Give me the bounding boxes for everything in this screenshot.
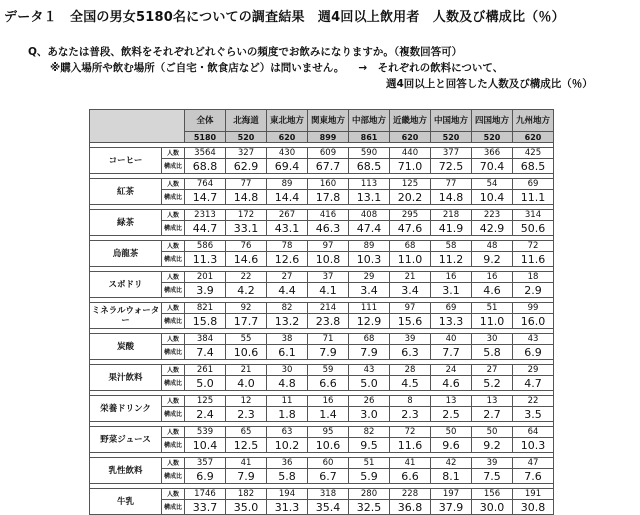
ratio-cell: 37.9	[431, 500, 472, 515]
count-cell: 68	[349, 334, 390, 345]
ratio-cell: 4.0	[226, 376, 267, 391]
ratio-cell: 68.8	[185, 159, 226, 174]
ratio-cell: 1.4	[308, 407, 349, 422]
count-cell: 63	[267, 427, 308, 438]
region-header: 全体	[185, 110, 226, 132]
region-header: 九州地方	[513, 110, 554, 132]
ratio-cell: 9.5	[349, 438, 390, 453]
count-cell: 416	[308, 210, 349, 221]
ratio-cell: 35.0	[226, 500, 267, 515]
count-cell: 182	[226, 489, 267, 500]
count-cell: 42	[431, 458, 472, 469]
count-cell: 318	[308, 489, 349, 500]
beverage-name: 乳性飲料	[90, 458, 162, 484]
beverage-count-row	[90, 210, 554, 221]
row-label-ratio: 構成比	[162, 159, 185, 174]
count-cell: 13	[472, 396, 513, 407]
count-cell: 201	[185, 272, 226, 283]
count-cell: 327	[226, 148, 267, 159]
ratio-cell: 16.0	[513, 314, 554, 329]
region-header: 東北地方	[267, 110, 308, 132]
count-cell: 82	[349, 427, 390, 438]
beverage-name: 炭酸	[90, 334, 162, 360]
count-cell: 29	[513, 365, 554, 376]
ratio-cell: 67.7	[308, 159, 349, 174]
ratio-cell: 23.8	[308, 314, 349, 329]
beverage-name: ミネラルウォーター	[90, 303, 162, 329]
beverage-name: コーヒー	[90, 148, 162, 174]
ratio-cell: 10.3	[513, 438, 554, 453]
ratio-cell: 11.2	[431, 252, 472, 267]
ratio-cell: 14.6	[226, 252, 267, 267]
count-cell: 21	[226, 365, 267, 376]
ratio-cell: 6.3	[390, 345, 431, 360]
count-cell: 47	[513, 458, 554, 469]
count-cell: 314	[513, 210, 554, 221]
count-cell: 16	[431, 272, 472, 283]
ratio-cell: 11.6	[513, 252, 554, 267]
respondent-count: 620	[267, 132, 308, 143]
ratio-cell: 1.8	[267, 407, 308, 422]
ratio-cell: 11.1	[513, 190, 554, 205]
respondent-count: 520	[472, 132, 513, 143]
ratio-cell: 5.0	[349, 376, 390, 391]
ratio-cell: 7.7	[431, 345, 472, 360]
count-cell: 39	[390, 334, 431, 345]
ratio-cell: 68.5	[513, 159, 554, 174]
ratio-cell: 14.4	[267, 190, 308, 205]
ratio-cell: 5.0	[185, 376, 226, 391]
ratio-cell: 43.1	[267, 221, 308, 236]
respondent-count: 861	[349, 132, 390, 143]
ratio-cell: 7.6	[513, 469, 554, 484]
beverage-count-row	[90, 427, 554, 438]
count-cell: 82	[267, 303, 308, 314]
count-cell: 55	[226, 334, 267, 345]
count-cell: 97	[390, 303, 431, 314]
count-cell: 72	[513, 241, 554, 252]
ratio-cell: 13.2	[267, 314, 308, 329]
count-cell: 59	[308, 365, 349, 376]
ratio-cell: 46.3	[308, 221, 349, 236]
ratio-cell: 2.3	[390, 407, 431, 422]
ratio-cell: 35.4	[308, 500, 349, 515]
ratio-cell: 2.4	[185, 407, 226, 422]
ratio-cell: 6.9	[185, 469, 226, 484]
count-cell: 440	[390, 148, 431, 159]
count-cell: 13	[431, 396, 472, 407]
respondent-count: 520	[431, 132, 472, 143]
count-cell: 41	[226, 458, 267, 469]
count-cell: 194	[267, 489, 308, 500]
count-cell: 27	[472, 365, 513, 376]
count-cell: 586	[185, 241, 226, 252]
count-cell: 22	[226, 272, 267, 283]
count-cell: 41	[390, 458, 431, 469]
ratio-cell: 2.9	[513, 283, 554, 298]
ratio-cell: 71.0	[390, 159, 431, 174]
question-text: Q、あなたは普段、飲料をそれぞれどれぐらいの頻度でお飲みになりますか。（複数回答可）	[28, 46, 463, 58]
ratio-cell: 3.1	[431, 283, 472, 298]
count-cell: 50	[431, 427, 472, 438]
row-label-ratio: 構成比	[162, 221, 185, 236]
ratio-cell: 14.7	[185, 190, 226, 205]
ratio-cell: 4.6	[472, 283, 513, 298]
ratio-cell: 30.8	[513, 500, 554, 515]
count-cell: 27	[267, 272, 308, 283]
ratio-cell: 3.0	[349, 407, 390, 422]
ratio-cell: 42.9	[472, 221, 513, 236]
count-cell: 280	[349, 489, 390, 500]
count-cell: 77	[431, 179, 472, 190]
count-cell: 172	[226, 210, 267, 221]
count-cell: 30	[267, 365, 308, 376]
count-cell: 214	[308, 303, 349, 314]
question-note-left: ※購入場所や飲む場所（ご自宅・飲食店など）は問いません。	[50, 62, 345, 74]
count-cell: 357	[185, 458, 226, 469]
count-cell: 89	[267, 179, 308, 190]
row-label-count: 人数	[162, 365, 185, 376]
ratio-cell: 4.2	[226, 283, 267, 298]
count-cell: 1746	[185, 489, 226, 500]
row-label-ratio: 構成比	[162, 190, 185, 205]
region-header: 四国地方	[472, 110, 513, 132]
ratio-cell: 2.5	[431, 407, 472, 422]
ratio-cell: 7.9	[308, 345, 349, 360]
count-cell: 22	[513, 396, 554, 407]
ratio-cell: 4.1	[308, 283, 349, 298]
ratio-cell: 3.9	[185, 283, 226, 298]
count-cell: 111	[349, 303, 390, 314]
ratio-cell: 3.4	[390, 283, 431, 298]
count-cell: 51	[472, 303, 513, 314]
ratio-cell: 4.4	[267, 283, 308, 298]
row-label-ratio: 構成比	[162, 469, 185, 484]
ratio-cell: 15.8	[185, 314, 226, 329]
row-label-ratio: 構成比	[162, 252, 185, 267]
count-cell: 99	[513, 303, 554, 314]
row-label-ratio: 構成比	[162, 314, 185, 329]
row-label-ratio: 構成比	[162, 283, 185, 298]
count-cell: 821	[185, 303, 226, 314]
beverage-count-row	[90, 241, 554, 252]
count-cell: 223	[472, 210, 513, 221]
count-cell: 76	[226, 241, 267, 252]
ratio-cell: 10.6	[226, 345, 267, 360]
row-label-ratio: 構成比	[162, 376, 185, 391]
beverage-count-row	[90, 334, 554, 345]
count-cell: 29	[349, 272, 390, 283]
ratio-cell: 20.2	[390, 190, 431, 205]
row-label-count: 人数	[162, 148, 185, 159]
row-label-ratio: 構成比	[162, 438, 185, 453]
ratio-cell: 6.1	[267, 345, 308, 360]
ratio-cell: 10.8	[308, 252, 349, 267]
survey-table-body	[90, 110, 554, 515]
count-cell: 48	[472, 241, 513, 252]
ratio-cell: 10.3	[349, 252, 390, 267]
count-cell: 197	[431, 489, 472, 500]
count-cell: 97	[308, 241, 349, 252]
count-cell: 69	[513, 179, 554, 190]
ratio-cell: 4.6	[431, 376, 472, 391]
ratio-cell: 72.5	[431, 159, 472, 174]
row-label-count: 人数	[162, 458, 185, 469]
count-cell: 60	[308, 458, 349, 469]
ratio-cell: 4.8	[267, 376, 308, 391]
ratio-cell: 5.8	[472, 345, 513, 360]
ratio-cell: 17.8	[308, 190, 349, 205]
ratio-cell: 13.3	[431, 314, 472, 329]
header-corner	[90, 110, 185, 143]
ratio-cell: 5.2	[472, 376, 513, 391]
respondent-count: 620	[390, 132, 431, 143]
beverage-count-row	[90, 179, 554, 190]
respondent-count: 620	[513, 132, 554, 143]
count-cell: 377	[431, 148, 472, 159]
ratio-cell: 14.8	[431, 190, 472, 205]
count-cell: 539	[185, 427, 226, 438]
count-cell: 54	[472, 179, 513, 190]
count-cell: 113	[349, 179, 390, 190]
count-cell: 125	[185, 396, 226, 407]
count-cell: 37	[308, 272, 349, 283]
ratio-cell: 12.6	[267, 252, 308, 267]
ratio-cell: 5.9	[349, 469, 390, 484]
beverage-count-row	[90, 272, 554, 283]
count-cell: 92	[226, 303, 267, 314]
ratio-cell: 11.0	[472, 314, 513, 329]
row-label-ratio: 構成比	[162, 407, 185, 422]
survey-table	[89, 109, 554, 515]
region-header: 関東地方	[308, 110, 349, 132]
ratio-cell: 44.7	[185, 221, 226, 236]
region-header: 中部地方	[349, 110, 390, 132]
count-cell: 12	[226, 396, 267, 407]
count-cell: 425	[513, 148, 554, 159]
ratio-cell: 32.5	[349, 500, 390, 515]
count-cell: 366	[472, 148, 513, 159]
ratio-cell: 17.7	[226, 314, 267, 329]
ratio-cell: 10.2	[267, 438, 308, 453]
ratio-cell: 2.3	[226, 407, 267, 422]
count-cell: 39	[472, 458, 513, 469]
row-label-count: 人数	[162, 427, 185, 438]
beverage-name: 牛乳	[90, 489, 162, 515]
question-note	[50, 60, 503, 75]
count-cell: 590	[349, 148, 390, 159]
count-cell: 261	[185, 365, 226, 376]
ratio-cell: 3.5	[513, 407, 554, 422]
ratio-cell: 50.6	[513, 221, 554, 236]
count-cell: 408	[349, 210, 390, 221]
ratio-cell: 15.6	[390, 314, 431, 329]
count-cell: 21	[390, 272, 431, 283]
ratio-cell: 33.7	[185, 500, 226, 515]
beverage-name: 栄養ドリンク	[90, 396, 162, 422]
ratio-cell: 30.0	[472, 500, 513, 515]
question-note-line3: 週4回以上と回答した人数及び構成比（％）	[386, 78, 593, 90]
row-label-count: 人数	[162, 396, 185, 407]
row-label-ratio: 構成比	[162, 500, 185, 515]
count-cell: 18	[513, 272, 554, 283]
ratio-cell: 3.4	[349, 283, 390, 298]
count-cell: 36	[267, 458, 308, 469]
region-header: 近畿地方	[390, 110, 431, 132]
ratio-cell: 10.4	[185, 438, 226, 453]
count-cell: 58	[431, 241, 472, 252]
count-cell: 26	[349, 396, 390, 407]
count-cell: 16	[308, 396, 349, 407]
beverage-count-row	[90, 365, 554, 376]
count-cell: 38	[267, 334, 308, 345]
ratio-cell: 4.5	[390, 376, 431, 391]
count-cell: 65	[226, 427, 267, 438]
row-label-count: 人数	[162, 303, 185, 314]
ratio-cell: 68.5	[349, 159, 390, 174]
count-cell: 77	[226, 179, 267, 190]
ratio-cell: 7.5	[472, 469, 513, 484]
count-cell: 8	[390, 396, 431, 407]
count-cell: 295	[390, 210, 431, 221]
ratio-cell: 12.5	[226, 438, 267, 453]
count-cell: 24	[431, 365, 472, 376]
ratio-cell: 69.4	[267, 159, 308, 174]
row-label-count: 人数	[162, 272, 185, 283]
ratio-cell: 8.1	[431, 469, 472, 484]
row-label-count: 人数	[162, 179, 185, 190]
ratio-cell: 6.6	[390, 469, 431, 484]
ratio-cell: 62.9	[226, 159, 267, 174]
count-cell: 384	[185, 334, 226, 345]
beverage-name: 果汁飲料	[90, 365, 162, 391]
ratio-cell: 10.4	[472, 190, 513, 205]
count-cell: 78	[267, 241, 308, 252]
ratio-cell: 47.6	[390, 221, 431, 236]
region-header: 中国地方	[431, 110, 472, 132]
beverage-name: 烏龍茶	[90, 241, 162, 267]
count-cell: 40	[431, 334, 472, 345]
ratio-cell: 14.8	[226, 190, 267, 205]
count-cell: 191	[513, 489, 554, 500]
count-cell: 609	[308, 148, 349, 159]
count-cell: 125	[390, 179, 431, 190]
count-cell: 89	[349, 241, 390, 252]
count-cell: 71	[308, 334, 349, 345]
count-cell: 156	[472, 489, 513, 500]
count-cell: 764	[185, 179, 226, 190]
count-cell: 30	[472, 334, 513, 345]
beverage-count-row	[90, 396, 554, 407]
count-cell: 11	[267, 396, 308, 407]
beverage-name: 紅茶	[90, 179, 162, 205]
ratio-cell: 9.6	[431, 438, 472, 453]
ratio-cell: 11.6	[390, 438, 431, 453]
count-cell: 72	[390, 427, 431, 438]
count-cell: 64	[513, 427, 554, 438]
count-cell: 430	[267, 148, 308, 159]
count-cell: 68	[390, 241, 431, 252]
ratio-cell: 47.4	[349, 221, 390, 236]
beverage-name: スポドリ	[90, 272, 162, 298]
region-header: 北海道	[226, 110, 267, 132]
ratio-cell: 41.9	[431, 221, 472, 236]
ratio-cell: 2.7	[472, 407, 513, 422]
beverage-count-row	[90, 303, 554, 314]
ratio-cell: 6.9	[513, 345, 554, 360]
count-cell: 218	[431, 210, 472, 221]
count-cell: 28	[390, 365, 431, 376]
count-cell: 160	[308, 179, 349, 190]
ratio-cell: 33.1	[226, 221, 267, 236]
ratio-cell: 12.9	[349, 314, 390, 329]
ratio-cell: 11.0	[390, 252, 431, 267]
question-note-right: → それぞれの飲料について、	[358, 62, 504, 74]
count-cell: 50	[472, 427, 513, 438]
row-label-count: 人数	[162, 210, 185, 221]
respondent-count: 5180	[185, 132, 226, 143]
row-label-count: 人数	[162, 489, 185, 500]
row-label-ratio: 構成比	[162, 345, 185, 360]
beverage-name: 野菜ジュース	[90, 427, 162, 453]
ratio-cell: 4.7	[513, 376, 554, 391]
ratio-cell: 11.3	[185, 252, 226, 267]
respondent-count: 520	[226, 132, 267, 143]
count-cell: 69	[431, 303, 472, 314]
ratio-cell: 36.8	[390, 500, 431, 515]
ratio-cell: 9.2	[472, 438, 513, 453]
count-cell: 2313	[185, 210, 226, 221]
ratio-cell: 70.4	[472, 159, 513, 174]
beverage-count-row	[90, 458, 554, 469]
region-header-row	[90, 110, 554, 132]
count-cell: 43	[349, 365, 390, 376]
ratio-cell: 10.6	[308, 438, 349, 453]
ratio-cell: 7.4	[185, 345, 226, 360]
count-cell: 228	[390, 489, 431, 500]
ratio-cell: 13.1	[349, 190, 390, 205]
ratio-cell: 31.3	[267, 500, 308, 515]
row-label-count: 人数	[162, 241, 185, 252]
ratio-cell: 5.8	[267, 469, 308, 484]
count-cell: 16	[472, 272, 513, 283]
count-cell: 43	[513, 334, 554, 345]
row-label-count: 人数	[162, 334, 185, 345]
count-cell: 267	[267, 210, 308, 221]
beverage-count-row	[90, 148, 554, 159]
count-cell: 95	[308, 427, 349, 438]
ratio-cell: 7.9	[349, 345, 390, 360]
respondent-count: 899	[308, 132, 349, 143]
ratio-cell: 7.9	[226, 469, 267, 484]
page-title: データ１ 全国の男女5180名についての調査結果 週4回以上飲用者 人数及び構成比（％）	[4, 10, 565, 25]
count-cell: 51	[349, 458, 390, 469]
beverage-count-row	[90, 489, 554, 500]
ratio-cell: 6.7	[308, 469, 349, 484]
beverage-name: 緑茶	[90, 210, 162, 236]
ratio-cell: 9.2	[472, 252, 513, 267]
ratio-cell: 6.6	[308, 376, 349, 391]
count-cell: 3564	[185, 148, 226, 159]
